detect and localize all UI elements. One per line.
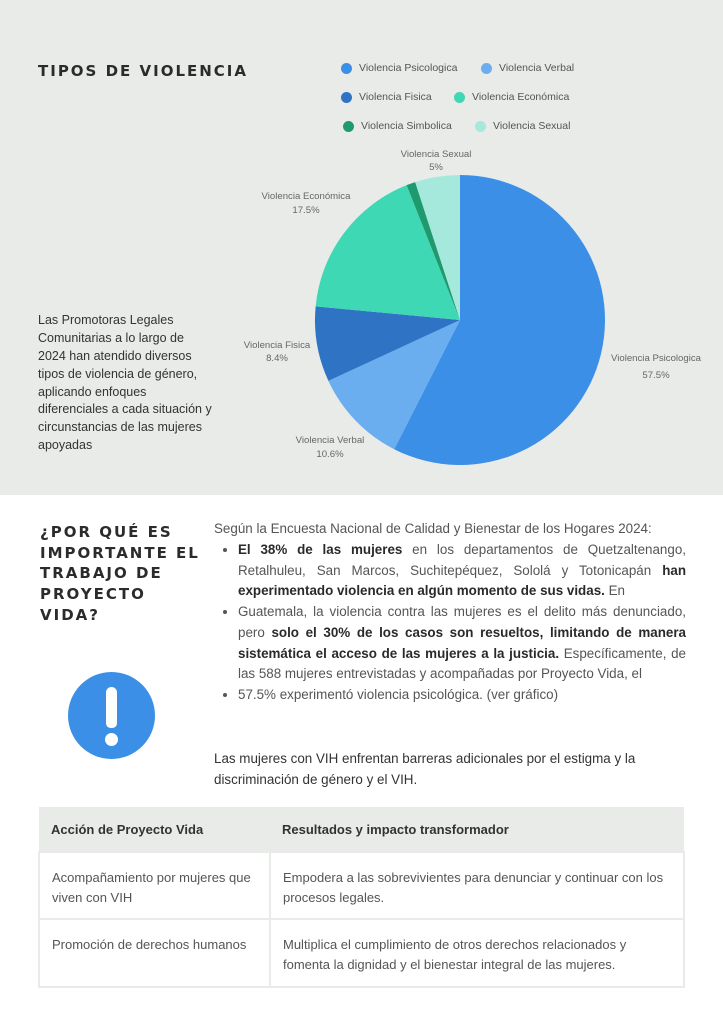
slice-label-psicologica-name: Violencia Psicologica [611, 353, 701, 364]
bullet-text: en los departamentos de Quetzaltenango, Retalhuleu, San Marcos, Suchitepéquez, Sololá y Totonicapán [238, 541, 686, 578]
bullet-text: Específicamente, de las 588 mujeres entrevistadas y acompañadas por Proyecto Vida, el [238, 645, 687, 682]
survey-list [214, 540, 686, 706]
survey-bullet-2 [238, 602, 686, 685]
survey-intro: Según la Encuesta Nacional de Calidad y Bienestar de los Hogares 2024: [214, 521, 652, 536]
bullet-bold: han experimentado violencia en algún momento de sus vidas. [238, 562, 686, 599]
bullet-text: Guatemala, la violencia contra las mujeres es el delito más denunciado, pero [238, 604, 686, 640]
table-cell: Empodera a las sobrevivientes para denunciar y continuar con los procesos legales. [270, 852, 684, 919]
bullet-bold: El 38% de las mujeres [238, 541, 403, 557]
slice-label-sexual-name: Violencia Sexual [400, 149, 472, 160]
legend-label: Violencia Simbolica [361, 120, 452, 132]
why-title: ¿POR QUÉ ES IMPORTANTE EL TRABAJO DE PROYECTO VIDA? [40, 523, 200, 624]
legend-label: Violencia Psicologica [359, 62, 458, 74]
table-row [39, 919, 684, 986]
legend-label: Violencia Fisica [359, 91, 432, 103]
slice-label-verbal-value: 10.6% [316, 449, 344, 460]
slice-label-fisica-name: Violencia Fisica [243, 340, 311, 351]
table-header: Acción de Proyecto Vida [39, 807, 270, 852]
intro-text: Las Promotoras Legales Comunitarias a lo largo de 2024 han atendido diversos tipos de violencia de género, aplicando enfoques diferenciales a cada situación y circunstancias de las mujeres apoyadas [38, 313, 212, 453]
exclamation-bar [106, 687, 117, 728]
survey-bullet-1 [238, 540, 686, 602]
slice-label-economica-name: Violencia Económica [261, 191, 351, 202]
table-header-row [39, 807, 684, 852]
survey-bullet-3 [238, 685, 686, 706]
section-title: TIPOS DE VIOLENCIA [38, 62, 249, 80]
slice-label-verbal-name: Violencia Verbal [295, 435, 365, 446]
legend-label: Violencia Económica [472, 91, 570, 103]
bullet-text: 57.5% experimentó violencia psicológica. (ver gráfico) [238, 687, 559, 703]
bullet-bold: solo el 30% de los casos son resueltos, limitando de manera sistemática el acceso de las mujeres a la justicia. [238, 624, 686, 661]
slice-label-psicologica-value: 57.5% [642, 370, 670, 381]
impact-table [38, 807, 685, 988]
slice-label-economica-value: 17.5% [292, 205, 320, 216]
slice-label-fisica-value: 8.4% [266, 353, 288, 364]
table-cell: Multiplica el cumplimiento de otros derechos relacionados y fomenta la dignidad y el bienestar integral de las mujeres. [270, 919, 684, 986]
legend-label: Violencia Sexual [493, 120, 571, 132]
survey-block [214, 519, 686, 706]
vih-text: Las mujeres con VIH enfrentan barreras adicionales por el estigma y la discriminación de género y el VIH. [214, 751, 636, 788]
slice-label-sexual-value: 5% [429, 162, 443, 173]
exclamation-dot [105, 733, 118, 746]
exclamation-icon [68, 672, 155, 759]
table-row [39, 852, 684, 919]
table-cell: Promoción de derechos humanos [39, 919, 270, 986]
table-header: Resultados y impacto transformador [270, 807, 684, 852]
bullet-text: En [604, 583, 625, 599]
table-cell: Acompañamiento por mujeres que viven con VIH [39, 852, 270, 919]
legend-label: Violencia Verbal [499, 62, 575, 74]
